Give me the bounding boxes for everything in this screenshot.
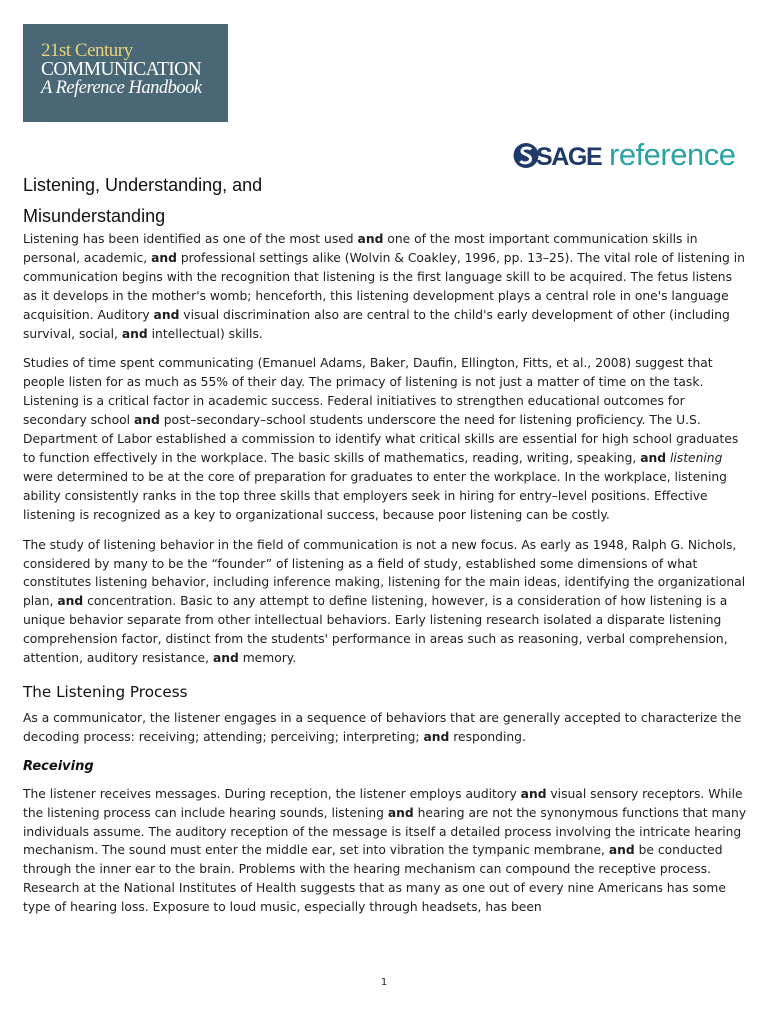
text-run: memory. [238, 651, 297, 666]
sage-reference-logo [513, 138, 748, 178]
subsection-heading: Receiving [23, 758, 94, 774]
text-run: intellectual) skills. [147, 326, 263, 341]
text-run: professional settings alike (Wolvin & Coakley, 1996, pp. 13–25). The vital role of listening in communication begins with the recognition that listening is the first language skill to be acquired. The fetus listens as it develops in the mother's womb; henceforth, this listening development plays a central role in one's language acquisition. Auditory [23, 250, 745, 322]
book-cover-edition: 21st Century [41, 40, 133, 61]
article-title-line-2: Misunderstanding [23, 206, 166, 226]
text-run: post–secondary–school students underscore the need for listening proficiency. The U.S. Department of Labor established a commission to identify what critical skills are essential for high school graduates to function effectively in the workplace. The basic skills of mathematics, reading, writing, speaking, [23, 413, 739, 465]
emphasized-word: and [57, 594, 84, 609]
text-run: one of the most important communication skills in personal, academic, [23, 232, 698, 265]
article-title-line-1: Listening, Understanding, and [23, 175, 263, 195]
text-run: As a communicator, the listener engages in a sequence of behaviors that are generally accepted to characterize the decoding process: receiving; attending; perceiving; interpreting; [23, 710, 742, 744]
section-paragraph [23, 709, 749, 747]
text-run: Studies of time spent communicating (Emanuel Adams, Baker, Daufin, Ellington, Fitts, et al., 2008) suggest that people listen for as much as 55% of their day. The primacy of listening is not just a matter of time on the task. Listening is a critical factor in academic success. Federal initiatives to strengthen educational outcomes for secondary school [23, 356, 713, 428]
text-run: concentration. Basic to any attempt to define listening, however, is a consideration of how listening is a unique behavior separate from other intellectual behaviors. Early listening research isolated a disparate listening comprehension factor, distinct from the students' performance in areas such as reasoning, verbal comprehension, attention, auditory resistance, [23, 594, 728, 666]
emphasized-word: and [608, 843, 635, 858]
emphasized-word: and [121, 326, 148, 341]
emphasized-word: and [212, 651, 239, 666]
emphasized-word: and [423, 729, 450, 744]
emphasized-word: and [520, 786, 547, 801]
sage-reference-text: reference [609, 137, 736, 172]
section-heading: The Listening Process [23, 682, 188, 701]
book-cover-title: COMMUNICATION [41, 59, 202, 80]
emphasized-word: and [133, 413, 160, 428]
emphasized-word: and [640, 450, 667, 465]
sage-brand-text: SAGE [536, 143, 602, 171]
text-run: The study of listening behavior in the field of communication is not a new focus. As early as 1948, Ralph G. Nichols, considered by many to be the “founder” of listening as a field of study, established some dimensions of what constitutes listening behavior, including inference making, listening for the main ideas, identifying the organizational plan, [23, 537, 746, 609]
book-cover-subtitle: A Reference Handbook [41, 78, 202, 98]
article-body [23, 230, 749, 917]
body-paragraph [23, 230, 749, 343]
body-paragraph [23, 354, 749, 524]
page-number: 1 [380, 977, 388, 988]
text-run: were determined to be at the core of preparation for graduates to enter the workplace. In the workplace, listening ability consistently ranks in the top three skills that employers seek in hiring for entry–level positions. Effective listening is recognized as a key to organizational success, because poor listening can be costly. [23, 469, 727, 522]
text-run: be conducted through the inner ear to the brain. Problems with the hearing mechanism can compound the receptive process. Research at the National Institutes of Health suggests that as many as one out of every nine Americans has some type of hearing loss. Exposure to loud music, especially through headsets, has been [23, 843, 726, 915]
text-run: hearing are not the synonymous functions that many individuals assume. The auditory reception of the message is itself a detailed process involving the intricate hearing mechanism. The sound must enter the middle ear, set into vibration the tympanic membrane, [23, 805, 747, 858]
article-title [23, 170, 323, 232]
body-paragraph [23, 536, 749, 668]
emphasized-word: and [151, 250, 177, 265]
text-run: visual sensory receptors. While the listening process can include hearing sounds, listening [23, 786, 743, 820]
emphasized-word: and [153, 307, 180, 322]
text-run: The listener receives messages. During reception, the listener employs auditory [23, 786, 521, 801]
text-run: Listening has been identified as one of the most used [23, 232, 358, 246]
emphasized-word: and [357, 232, 384, 246]
book-cover-image [23, 24, 228, 122]
subsection-paragraph [23, 785, 749, 917]
text-run: responding. [449, 729, 526, 744]
italic-word: listening [669, 450, 723, 465]
emphasized-word: and [387, 805, 414, 820]
text-run: visual discrimination also are central to the child's early development of other (including survival, social, [23, 307, 730, 341]
